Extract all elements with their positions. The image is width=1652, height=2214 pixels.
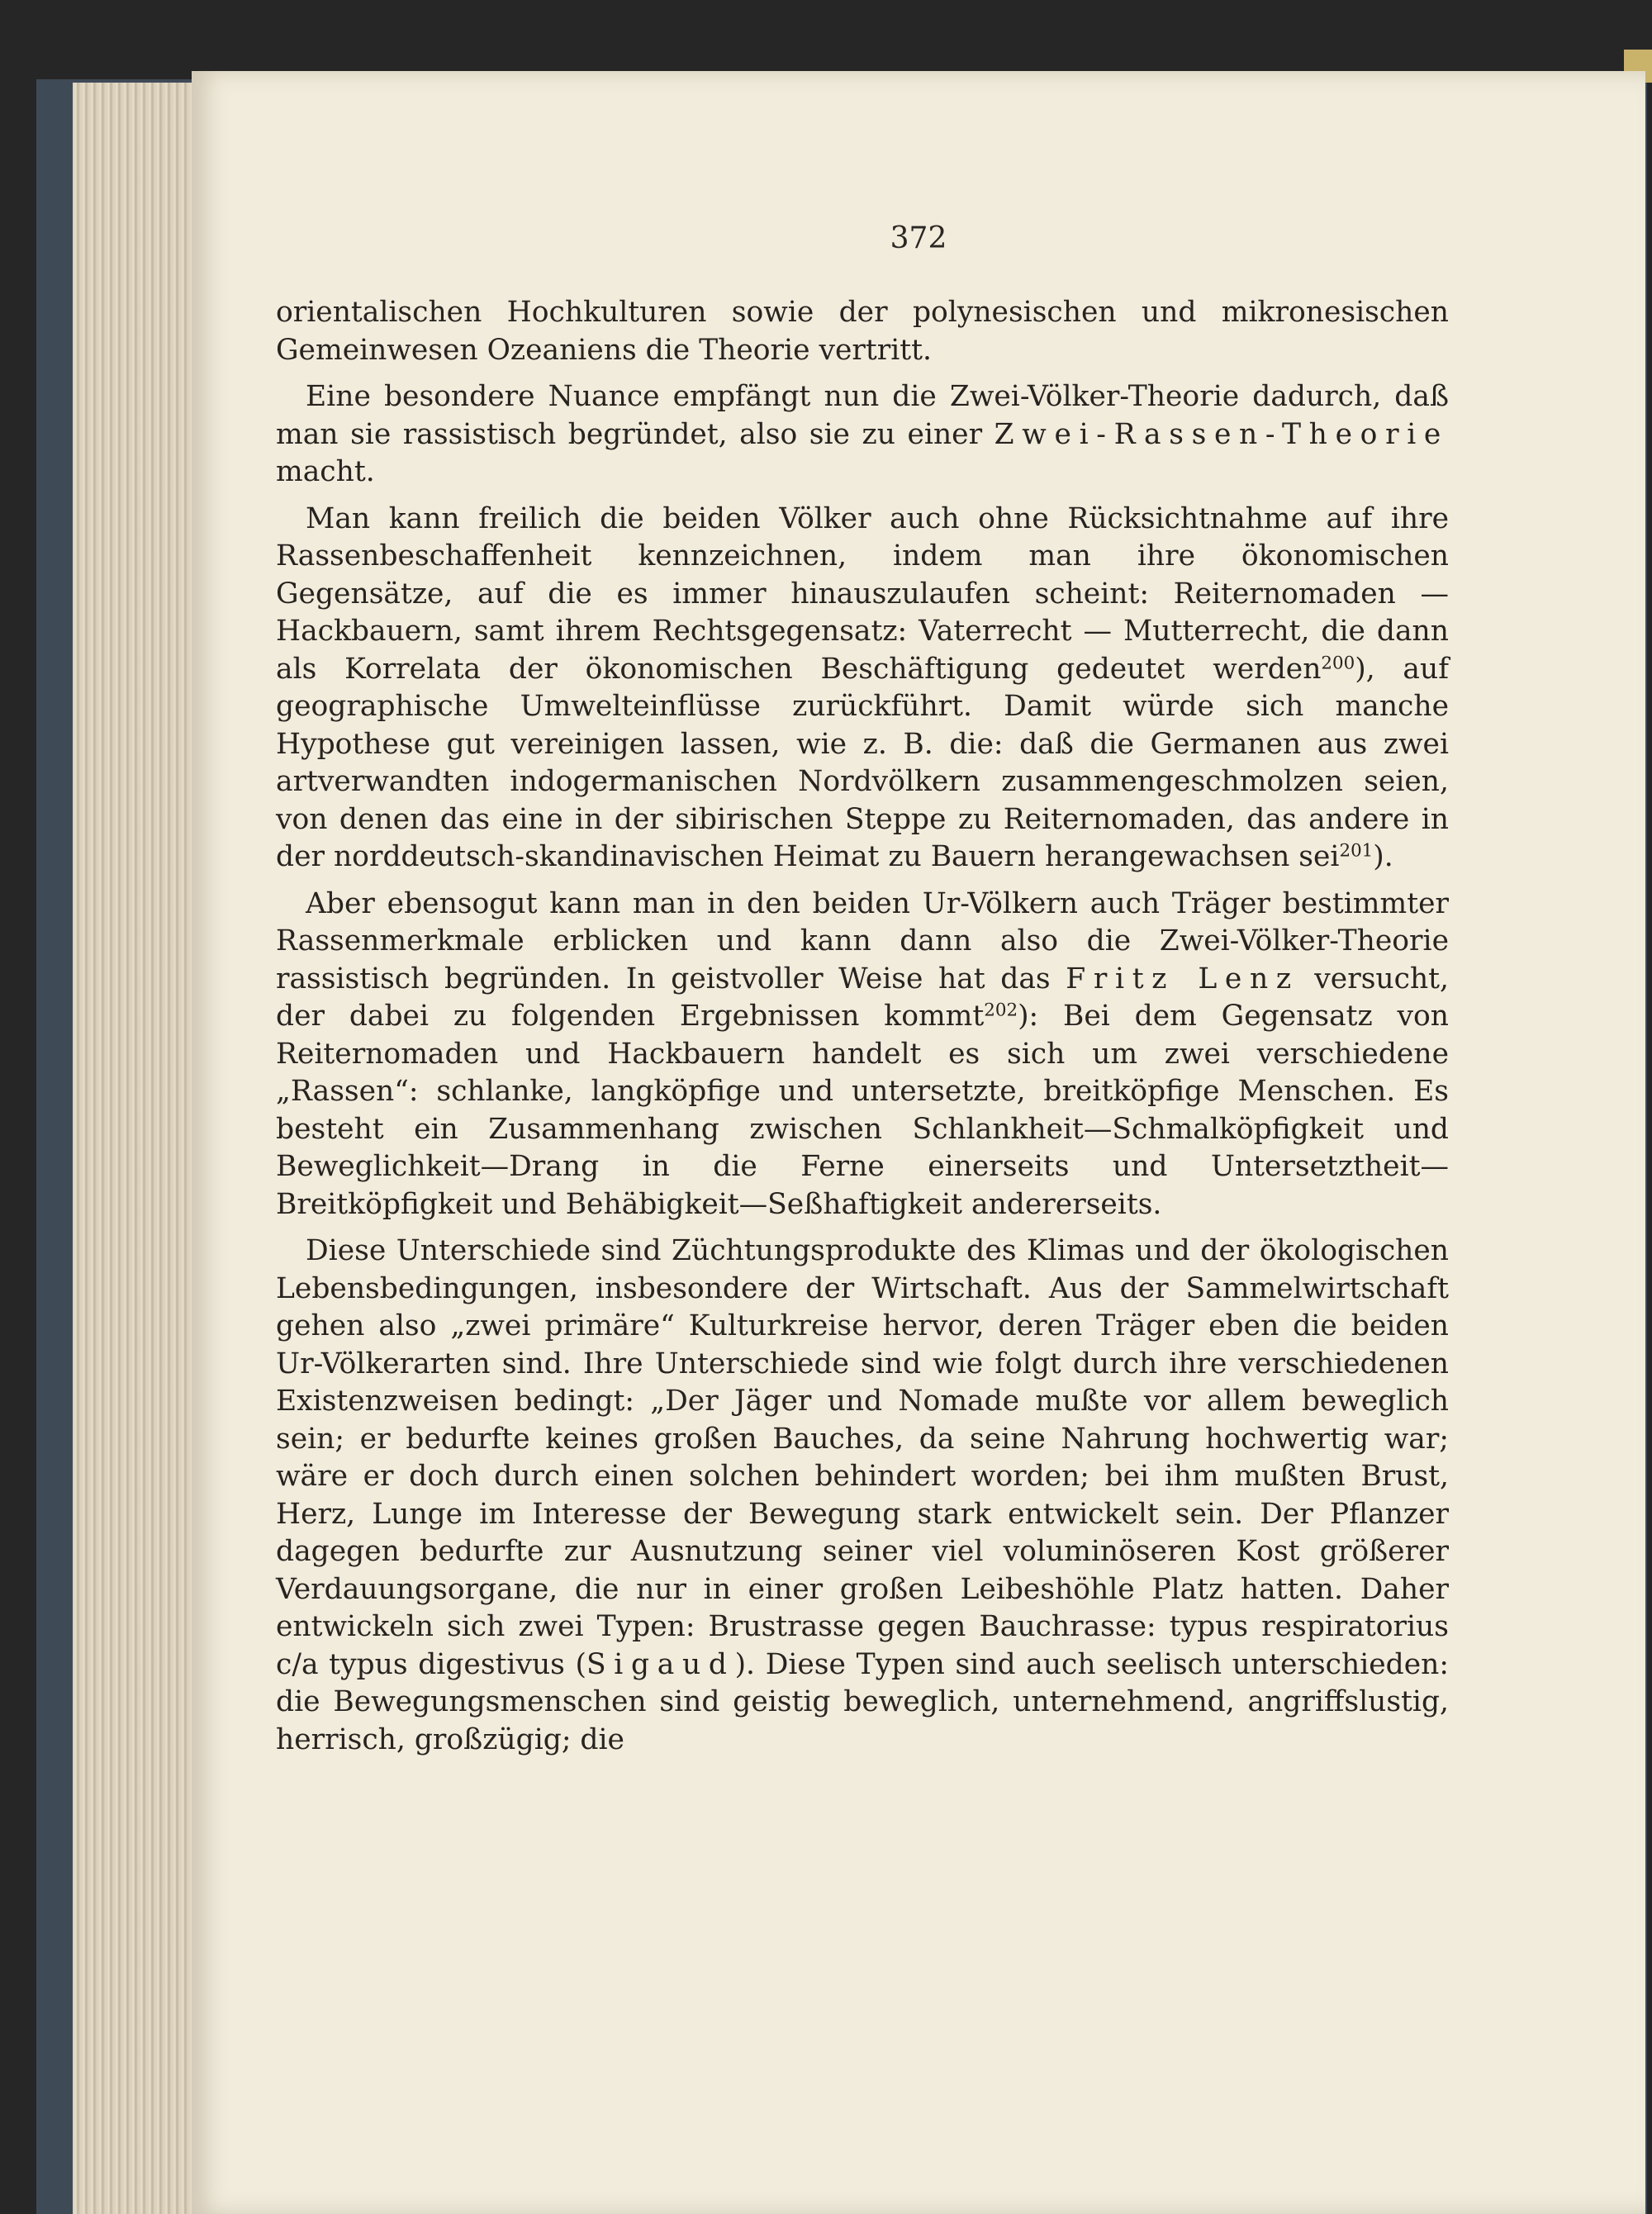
paragraph-1 bbox=[276, 294, 1449, 369]
text-run: Diese Unterschiede sind Züchtungsprodukte des Klimas und der ökologischen Lebensbedingungen, insbesondere der Wirtschaft. Aus der Sammelwirtschaft gehen also „zwei primäre“ Kulturkreise hervor, deren Träger eben die beiden Ur-Völkerarten sind. Ihre Unterschiede sind wie folgt durch ihre verschiedenen Existenzweisen bedingt: „Der Jäger und Nomade mußte vor allem beweglich sein; er bedurfte keines großen Bauches, da seine Nahrung hochwertig war; wäre er doch durch einen solchen behindert worden; bei ihm mußten Brust, Herz, Lunge im Interesse der Bewegung stark entwickelt sein. Der Pflanzer dagegen bedurfte zur Ausnutzung seiner viel voluminöseren Kost größerer Verdauungsorgane, die nur in einer großen Leibeshöhle Platz hatten. Daher entwickeln sich zwei Typen: Brustrasse gegen Bauchrasse: typus respiratorius c/a typus digestivus ( bbox=[276, 1234, 1449, 1681]
page-number: 372 bbox=[890, 221, 947, 255]
text-run: Aber ebensogut kann man in den beiden Ur-Völkern auch Träger bestimmter Rassenmerkmale erblicken und kann dann also die Zwei-Völker-Theorie rassistisch begründen. In geistvoller Weise hat das bbox=[276, 886, 1449, 995]
paragraph-3 bbox=[276, 501, 1449, 877]
page-edges bbox=[73, 83, 197, 2214]
text-run: ). bbox=[1373, 840, 1393, 873]
emphasized-name: Fritz Lenz bbox=[1066, 962, 1299, 995]
text-run: macht. bbox=[276, 455, 375, 488]
text-run: Eine besondere Nuance empfängt nun die Zwei-Völker-Theorie dadurch, daß man sie rassistisch begründet, also sie zu einer bbox=[276, 380, 1449, 451]
paragraph-4 bbox=[276, 886, 1449, 1224]
footnote-ref-202: 202 bbox=[984, 1000, 1018, 1021]
text-run: Man kann freilich die beiden Völker auch ohne Rücksichtnahme auf ihre Rassenbeschaffenheit kennzeichnen, indem man ihre ökonomischen Gegensätze, auf die es immer hinauszulaufen scheint: Reiternomaden — Hackbauern, samt ihrem Rechtsgegensatz: Vaterrecht — Mutterrecht, die dann als Korrelata der ökonomischen Beschäftigung gedeutet werden bbox=[276, 501, 1449, 686]
paragraph-2 bbox=[276, 378, 1449, 492]
footnote-ref-200: 200 bbox=[1321, 652, 1355, 673]
emphasized-name: Sigaud bbox=[586, 1647, 735, 1681]
paragraph-5 bbox=[276, 1233, 1449, 1759]
text-run: ), auf geographische Umwelteinflüsse zurückführt. Damit würde sich manche Hypothese gut vereinigen lassen, wie z. B. die: daß die Germanen aus zwei artverwandten indogermanischen Nordvölkern zusammengeschmolzen seien, von denen das eine in der sibirischen Steppe zu Reiternomaden, das andere in der norddeutsch-skandinavischen Heimat zu Bauern herangewachsen sei bbox=[276, 652, 1449, 873]
text-run: ). Diese Typen sind auch seelisch unterschieden: die Bewegungsmenschen sind geistig beweglich, unternehmend, angriffslustig, herrisch, großzügig; die bbox=[276, 1647, 1449, 1756]
footnote-ref-201: 201 bbox=[1339, 840, 1374, 862]
text-run: ): Bei dem Gegensatz von Reiternomaden und Hackbauern handelt es sich um zwei verschiedene „Rassen“: schlanke, langköpfige und untersetzte, breitköpfige Menschen. Es besteht ein Zusammenhang zwischen Schlankheit—Schmalköpfigkeit und Beweglichkeit—Drang in die Ferne einerseits und Untersetztheit—Breitköpfigkeit und Behäbigkeit—Seßhaftigkeit andererseits. bbox=[276, 1000, 1449, 1221]
text-run: orientalischen Hochkulturen sowie der polynesischen und mikronesischen Gemeinwesen Ozeaniens die Theorie vertritt. bbox=[276, 296, 1449, 367]
text-run: versucht, der dabei zu folgenden Ergebnissen kommt bbox=[276, 962, 1449, 1033]
emphasized-term: Zwei-Rassen-Theorie bbox=[994, 417, 1449, 451]
body-text bbox=[276, 294, 1449, 1768]
